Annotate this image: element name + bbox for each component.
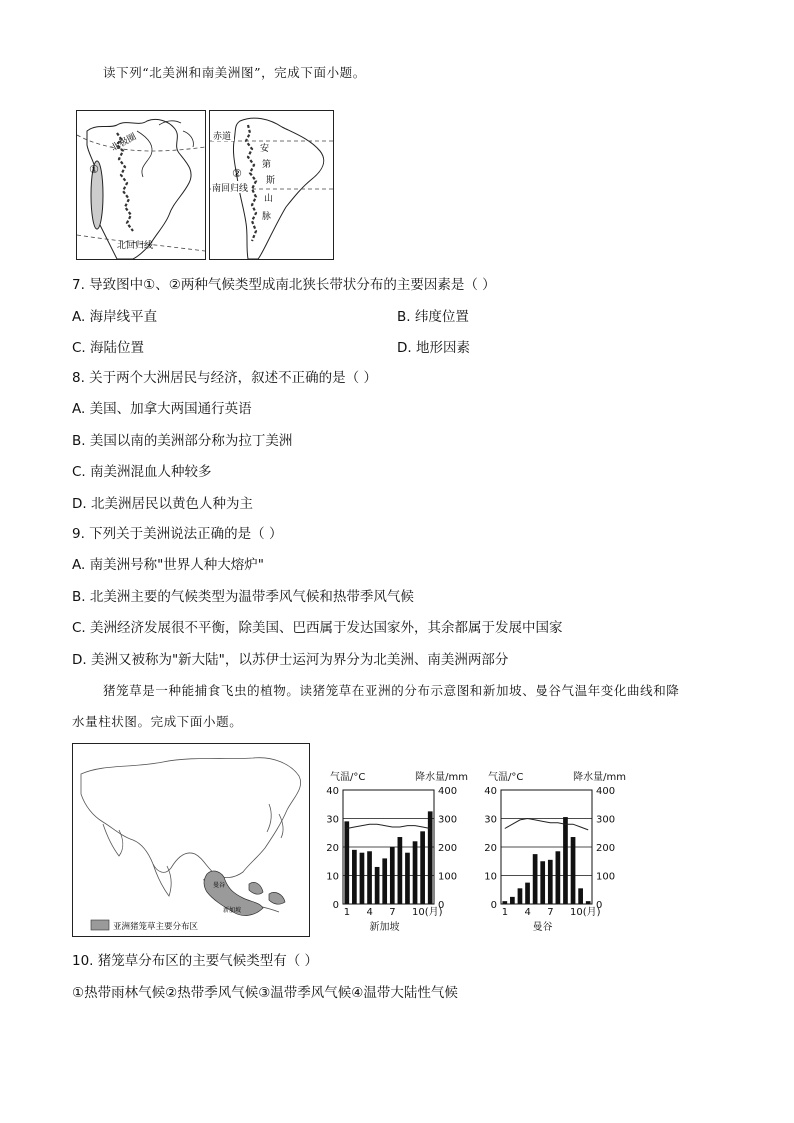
chart-2-temp-tick-1: 10 [484,871,497,883]
chart-2-precip-tick-2: 200 [596,843,616,854]
chart-2-temp-tick-4: 40 [484,786,497,797]
chart-2-precip-axis-label: 降水量/mm [573,772,626,783]
question-7-stem: 7. 导致图中①、②两种气候类型成南北狭长带状分布的主要因素是（ ） [72,277,496,293]
question-9-option-d[interactable]: D. 美洲又被称为"新大陆"，以苏伊士运河为界分为北美洲、南美洲两部分 [72,652,509,668]
chart-2-precip-tick-3: 300 [596,814,616,826]
question-9-stem: 9. 下列关于美洲说法正确的是（ ） [72,526,283,542]
chart-2-precip-bar-12 [586,901,591,904]
equator-label: 赤道 [213,132,232,142]
chart-1-precip-tick-4: 400 [438,786,458,797]
na-climate-marker: ① [89,163,99,176]
chart-1-precip-bar-10 [413,841,418,904]
chart-1-precip-bar-7 [390,847,395,904]
north-america-map [76,110,206,260]
chart-1-temp-tick-4: 40 [326,786,339,797]
north-america-map-drawing [77,111,205,259]
chart-1-temp-tick-2: 20 [326,843,339,854]
chart-1-x-tick-1: 4 [366,907,373,918]
chart-2-precip-bar-10 [571,837,576,904]
question-8-stem: 8. 关于两个大洲居民与经济，叙述不正确的是（ ） [72,370,377,386]
question-10-options: ①热带雨林气候②热带季风气候③温带季风气候④温带大陆性气候 [72,985,458,1001]
chart-2-temp-line [505,819,588,830]
chart-1-precip-bar-12 [428,811,433,904]
chart-1-x-tick-0: 1 [343,907,351,918]
asia-map-drawing [73,744,309,936]
question-8-option-d[interactable]: D. 北美洲居民以黄色人种为主 [72,496,253,512]
chart-2-precip-bar-5 [533,854,538,904]
south-america-map [209,110,334,260]
asia-distribution-map [72,743,310,937]
question-8-option-b[interactable]: B. 美国以南的美洲部分称为拉丁美洲 [72,433,293,449]
tropic-of-capricorn-label: 南回归线 [212,184,249,194]
chart-2-precip-bar-4 [525,883,530,904]
chart-1-precip-bar-2 [352,850,357,904]
chart-1-temp-tick-3: 30 [326,814,339,826]
chart-2-temp-tick-3: 30 [484,814,497,826]
chart-2-precip-bar-8 [556,851,561,904]
chart-2-precip-tick-0: 0 [596,900,603,911]
question-8-option-c[interactable]: C. 南美洲混血人种较多 [72,464,212,480]
bangkok-label: 曼谷 [213,882,226,889]
andes-char-5: 脉 [262,212,272,222]
legend-label: 亚洲猪笼草主要分布区 [113,922,199,932]
chart-2-precip-bar-3 [518,888,523,904]
chart-2-precip-bar-7 [548,860,553,904]
chart-2-x-tick-2: 7 [547,907,554,918]
intro-text-pitcher-plant-line1: 猪笼草是一种能捕食飞虫的植物。读猪笼草在亚洲的分布示意图和新加坡、曼谷气温年变化曲线和降 [103,683,680,698]
chart-1-precip-tick-1: 100 [438,871,458,883]
chart-2-x-tick-3: 10(月) [570,907,601,918]
question-7-option-d[interactable]: D. 地形因素 [397,340,470,356]
chart-2-temp-axis-label: 气温/°C [488,772,524,783]
chart-1-temp-tick-0: 0 [332,900,339,911]
chart-1-precip-bar-4 [367,851,372,904]
andes-char-1: 安 [260,144,270,154]
chart-1-precip-bar-1 [344,821,349,904]
question-9-option-c[interactable]: C. 美洲经济发展很不平衡，除美国、巴西属于发达国家外，其余都属于发展中国家 [72,620,563,636]
arctic-circle-label: 北极圈 [109,132,139,154]
chart-1-precip-bar-3 [360,853,365,904]
chart-2-precip-tick-1: 100 [596,871,616,883]
chart-1-x-tick-3: 10(月) [412,907,443,918]
chart-2-precip-bar-6 [540,861,545,904]
chart-1-precip-bar-6 [382,858,387,904]
legend-swatch [91,920,109,930]
chart-1-precip-axis-label: 降水量/mm [415,772,468,783]
andes-char-2: 第 [262,160,272,170]
question-9-option-a[interactable]: A. 南美洲号称"世界人种大熔炉" [72,557,264,573]
chart-1-precip-tick-3: 300 [438,814,458,826]
climate-charts [318,768,634,940]
chart-1-temp-tick-1: 10 [326,871,339,883]
chart-1-precip-tick-0: 0 [438,900,445,911]
chart-1-precip-bar-8 [398,837,403,904]
question-7-option-a[interactable]: A. 海岸线平直 [72,309,158,325]
chart-1-x-tick-2: 7 [389,907,396,918]
andes-char-4: 山 [264,194,274,204]
chart-1-precip-bar-11 [420,831,425,904]
chart-1-temp-axis-label: 气温/°C [330,772,366,783]
chart-1-precip-bar-5 [375,867,380,904]
tropic-of-cancer-label: 北回归线 [117,241,154,251]
chart-1-temp-line [347,824,430,828]
andes-char-3: 斯 [266,176,276,186]
chart-2-x-tick-1: 4 [524,907,531,918]
south-america-map-drawing [210,111,333,259]
sa-climate-marker: ② [232,167,242,180]
chart-2-x-tick-0: 1 [501,907,509,918]
question-7-option-b[interactable]: B. 纬度位置 [397,309,469,325]
chart-2-temp-tick-0: 0 [490,900,497,911]
chart-2-precip-bar-9 [563,817,568,904]
question-9-option-b[interactable]: B. 北美洲主要的气候类型为温带季风气候和热带季风气候 [72,589,414,605]
chart-1-title: 新加坡 [369,922,400,933]
chart-2-temp-tick-2: 20 [484,843,497,854]
question-10-stem: 10. 猪笼草分布区的主要气候类型有（ ） [72,953,319,969]
chart-1-precip-tick-2: 200 [438,843,458,854]
intro-text-pitcher-plant-line2: 水量柱状图。完成下面小题。 [72,714,243,729]
chart-2-precip-bar-2 [510,897,515,904]
question-8-option-a[interactable]: A. 美国、加拿大两国通行英语 [72,401,252,417]
intro-text-americas: 读下列“北美洲和南美洲图”，完成下面小题。 [103,65,366,80]
question-7-option-c[interactable]: C. 海陆位置 [72,340,145,356]
chart-2-precip-bar-11 [578,888,583,904]
chart-2-precip-bar-1 [502,901,507,904]
chart-2-title: 曼谷 [532,922,553,933]
chart-2-precip-tick-4: 400 [596,786,616,797]
singapore-label: 新加坡 [223,907,242,914]
chart-1-precip-bar-9 [405,853,410,904]
